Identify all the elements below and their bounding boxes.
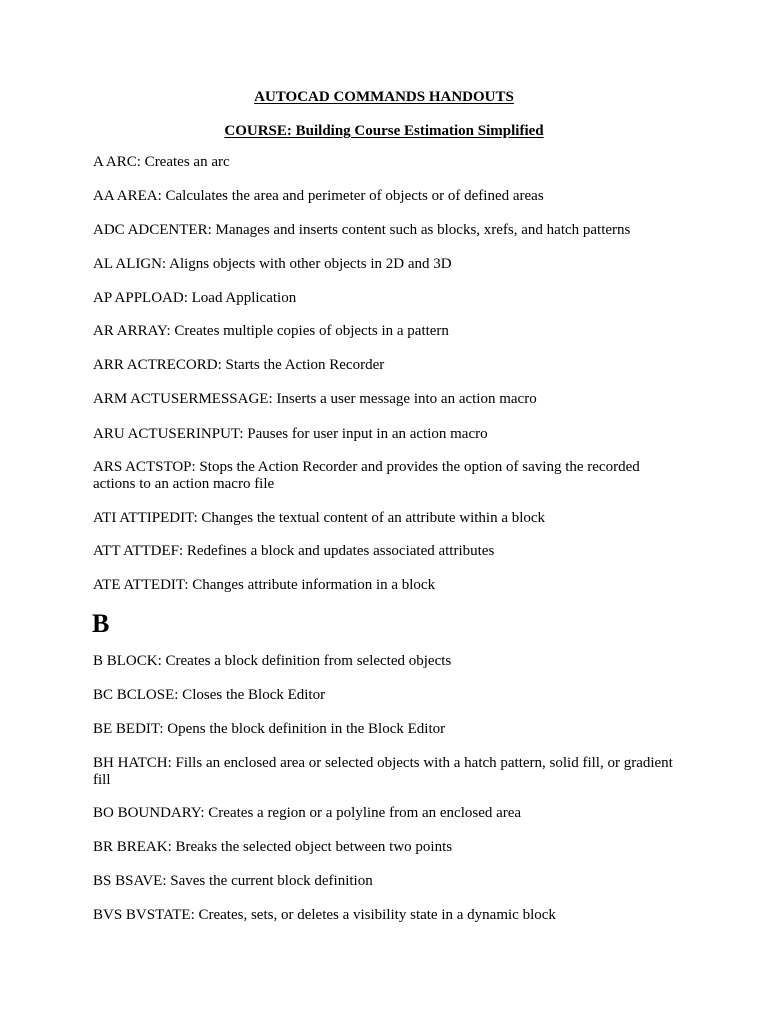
command-entry-ati: ATI ATTIPEDIT: Changes the textual content of an attribute within a block	[93, 510, 546, 526]
command-entry-bs: BS BSAVE: Saves the current block definition	[93, 873, 373, 889]
command-entry-arr: ARR ACTRECORD: Starts the Action Recorder	[93, 357, 385, 373]
command-entry-br: BR BREAK: Breaks the selected object between two points	[93, 839, 453, 855]
command-entry-aa: AA AREA: Calculates the area and perimeter of objects or of defined areas	[93, 188, 544, 204]
command-entry-ars: ARS ACTSTOP: Stops the Action Recorder and provides the option of saving the recorded actions to an action macro file	[93, 459, 640, 492]
command-entry-al: AL ALIGN: Aligns objects with other objects in 2D and 3D	[93, 256, 452, 272]
command-entry-arm: ARM ACTUSERMESSAGE: Inserts a user message into an action macro	[93, 391, 537, 407]
command-entry-bo: BO BOUNDARY: Creates a region or a polyline from an enclosed area	[93, 805, 522, 821]
command-entry-adc: ADC ADCENTER: Manages and inserts content such as blocks, xrefs, and hatch patterns	[93, 222, 631, 238]
command-entry-bvs: BVS BVSTATE: Creates, sets, or deletes a visibility state in a dynamic block	[93, 907, 556, 923]
command-entry-be: BE BEDIT: Opens the block definition in the Block Editor	[93, 721, 446, 737]
command-entry-bh: BH HATCH: Fills an enclosed area or selected objects with a hatch pattern, solid fill, or gradient fill	[93, 755, 673, 788]
command-entry-bc: BC BCLOSE: Closes the Block Editor	[93, 687, 326, 703]
command-entry-ate: ATE ATTEDIT: Changes attribute information in a block	[93, 577, 436, 593]
document-title: AUTOCAD COMMANDS HANDOUTS	[254, 89, 514, 105]
section-letter-b: B	[92, 609, 110, 638]
command-entry-a: A ARC: Creates an arc	[93, 154, 230, 170]
command-entry-ap: AP APPLOAD: Load Application	[93, 290, 297, 306]
command-entry-aru: ARU ACTUSERINPUT: Pauses for user input in an action macro	[93, 426, 488, 442]
course-title: COURSE: Building Course Estimation Simplified	[224, 123, 544, 139]
command-entry-ar: AR ARRAY: Creates multiple copies of objects in a pattern	[93, 323, 449, 339]
command-entry-b: B BLOCK: Creates a block definition from selected objects	[93, 653, 452, 669]
command-entry-att: ATT ATTDEF: Redefines a block and updates associated attributes	[93, 543, 495, 559]
